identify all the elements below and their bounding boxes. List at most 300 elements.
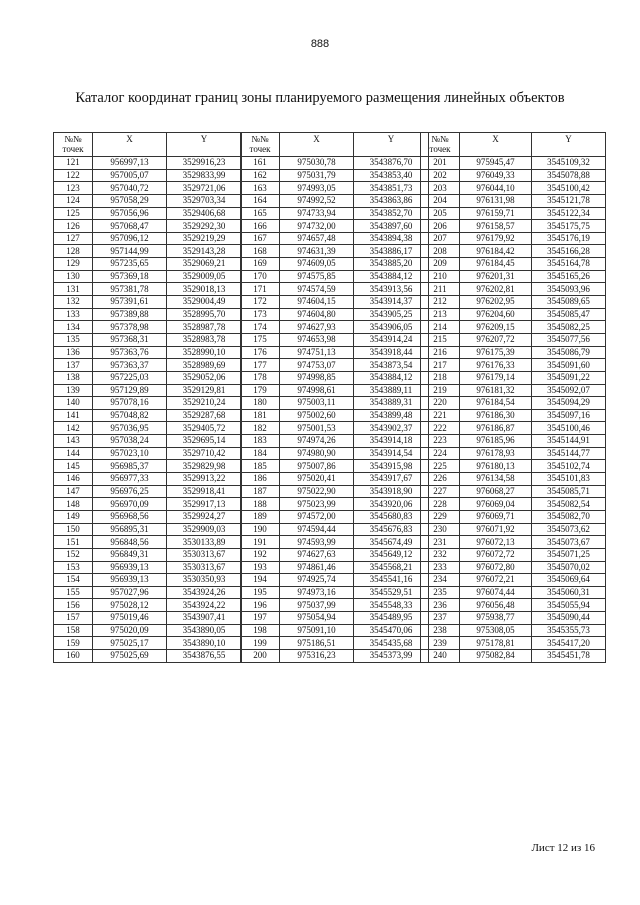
point-number-cell: 171 — [241, 283, 280, 296]
point-number-cell: 194 — [241, 574, 280, 587]
y-cell: 3529406,68 — [167, 207, 242, 220]
point-number-cell: 151 — [54, 536, 93, 549]
x-cell: 974604,15 — [280, 296, 354, 309]
point-number-cell: 227 — [421, 485, 460, 498]
table-row — [241, 409, 429, 422]
x-cell: 957096,12 — [93, 232, 167, 245]
table-row — [421, 637, 606, 650]
x-cell: 974657,48 — [280, 232, 354, 245]
point-number-cell: 209 — [421, 258, 460, 271]
table-row — [54, 473, 242, 486]
y-cell: 3529129,81 — [167, 384, 242, 397]
x-cell: 975025,17 — [93, 637, 167, 650]
x-cell: 956968,56 — [93, 510, 167, 523]
table-row — [421, 536, 606, 549]
page-title: Каталог координат границ зоны планируемого размещения линейных объектов — [75, 90, 565, 106]
table-row — [421, 321, 606, 334]
y-cell: 3529721,06 — [167, 182, 242, 195]
point-number-cell: 234 — [421, 574, 460, 587]
y-cell: 3529909,03 — [167, 523, 242, 536]
y-cell: 3529917,13 — [167, 498, 242, 511]
point-number-cell: 199 — [241, 637, 280, 650]
x-cell: 975023,99 — [280, 498, 354, 511]
y-cell: 3545071,25 — [532, 548, 606, 561]
table-row — [241, 258, 429, 271]
table-row — [54, 649, 242, 662]
table-row — [421, 548, 606, 561]
x-cell: 975938,77 — [460, 612, 532, 625]
y-cell: 3545355,73 — [532, 624, 606, 637]
y-cell: 3545470,06 — [354, 624, 429, 637]
x-cell: 974861,46 — [280, 561, 354, 574]
point-number-cell: 124 — [54, 194, 93, 207]
y-cell: 3543917,67 — [354, 473, 429, 486]
point-number-cell: 181 — [241, 409, 280, 422]
point-number-cell: 184 — [241, 447, 280, 460]
x-cell: 956976,25 — [93, 485, 167, 498]
point-number-cell: 143 — [54, 435, 93, 448]
y-cell: 3529009,05 — [167, 270, 242, 283]
x-cell: 957058,29 — [93, 194, 167, 207]
x-cell: 957078,16 — [93, 397, 167, 410]
x-cell: 957129,89 — [93, 384, 167, 397]
y-cell: 3545541,16 — [354, 574, 429, 587]
table-row — [421, 612, 606, 625]
point-number-cell: 202 — [421, 169, 460, 182]
x-cell: 974594,44 — [280, 523, 354, 536]
point-number-cell: 235 — [421, 586, 460, 599]
y-cell: 3543920,06 — [354, 498, 429, 511]
y-cell: 3545100,46 — [532, 422, 606, 435]
y-cell: 3543913,56 — [354, 283, 429, 296]
x-cell: 976072,13 — [460, 536, 532, 549]
x-cell: 957048,82 — [93, 409, 167, 422]
y-cell: 3545680,83 — [354, 510, 429, 523]
y-cell: 3543924,26 — [167, 586, 242, 599]
point-number-cell: 207 — [421, 232, 460, 245]
header-x: X — [93, 133, 167, 157]
x-cell: 974653,98 — [280, 333, 354, 346]
y-cell: 3543876,70 — [354, 157, 429, 170]
y-cell: 3545060,31 — [532, 586, 606, 599]
y-cell: 3545121,78 — [532, 194, 606, 207]
y-cell: 3543914,24 — [354, 333, 429, 346]
table-row — [241, 536, 429, 549]
x-cell: 976131,98 — [460, 194, 532, 207]
point-number-cell: 176 — [241, 346, 280, 359]
point-number-cell: 230 — [421, 523, 460, 536]
y-cell: 3545055,94 — [532, 599, 606, 612]
point-number-cell: 144 — [54, 447, 93, 460]
y-cell: 3543918,90 — [354, 485, 429, 498]
point-number-cell: 222 — [421, 422, 460, 435]
point-number-cell: 146 — [54, 473, 93, 486]
table-row — [241, 510, 429, 523]
x-cell: 975308,05 — [460, 624, 532, 637]
point-number-cell: 142 — [54, 422, 93, 435]
y-cell: 3545070,02 — [532, 561, 606, 574]
point-number-cell: 231 — [421, 536, 460, 549]
table-row — [54, 435, 242, 448]
point-number-cell: 217 — [421, 359, 460, 372]
x-cell: 976184,42 — [460, 245, 532, 258]
x-cell: 976186,87 — [460, 422, 532, 435]
y-cell: 3529210,24 — [167, 397, 242, 410]
table-row — [421, 599, 606, 612]
table-row — [54, 561, 242, 574]
x-cell: 976202,95 — [460, 296, 532, 309]
y-cell: 3543886,17 — [354, 245, 429, 258]
table-row — [241, 245, 429, 258]
point-number-cell: 153 — [54, 561, 93, 574]
table-row — [241, 157, 429, 170]
x-cell: 975019,46 — [93, 612, 167, 625]
y-cell: 3529703,34 — [167, 194, 242, 207]
table-row — [241, 207, 429, 220]
table-row — [421, 371, 606, 384]
point-number-cell: 154 — [54, 574, 93, 587]
point-number-cell: 122 — [54, 169, 93, 182]
point-number-cell: 193 — [241, 561, 280, 574]
table-row — [54, 308, 242, 321]
x-cell: 956849,31 — [93, 548, 167, 561]
x-cell: 975316,23 — [280, 649, 354, 662]
point-number-cell: 138 — [54, 371, 93, 384]
point-number-cell: 190 — [241, 523, 280, 536]
y-cell: 3545568,21 — [354, 561, 429, 574]
y-cell: 3543899,48 — [354, 409, 429, 422]
point-number-cell: 137 — [54, 359, 93, 372]
header-point-number: №№ точек — [54, 133, 93, 157]
y-cell: 3545082,54 — [532, 498, 606, 511]
table-row — [421, 232, 606, 245]
y-cell: 3545073,62 — [532, 523, 606, 536]
point-number-cell: 224 — [421, 447, 460, 460]
table-row — [421, 409, 606, 422]
y-cell: 3543852,70 — [354, 207, 429, 220]
x-cell: 957368,31 — [93, 333, 167, 346]
point-number-cell: 130 — [54, 270, 93, 283]
point-number-cell: 175 — [241, 333, 280, 346]
table-row — [54, 346, 242, 359]
y-cell: 3530313,67 — [167, 561, 242, 574]
x-cell: 976072,80 — [460, 561, 532, 574]
table-row — [241, 548, 429, 561]
point-number-cell: 183 — [241, 435, 280, 448]
y-cell: 3543902,37 — [354, 422, 429, 435]
table-row — [54, 548, 242, 561]
y-cell: 3545089,65 — [532, 296, 606, 309]
table-row — [421, 296, 606, 309]
point-number-cell: 186 — [241, 473, 280, 486]
x-cell: 975003,11 — [280, 397, 354, 410]
table-row — [241, 359, 429, 372]
x-cell: 976184,45 — [460, 258, 532, 271]
table-row — [421, 523, 606, 536]
point-number-cell: 135 — [54, 333, 93, 346]
x-cell: 974631,39 — [280, 245, 354, 258]
table-row — [421, 258, 606, 271]
x-cell: 975945,47 — [460, 157, 532, 170]
point-number-cell: 212 — [421, 296, 460, 309]
table-row — [421, 346, 606, 359]
x-cell: 976072,72 — [460, 548, 532, 561]
x-cell: 974993,05 — [280, 182, 354, 195]
y-cell: 3545373,99 — [354, 649, 429, 662]
table-row — [241, 460, 429, 473]
y-cell: 3530313,67 — [167, 548, 242, 561]
header-point-number: №№ точек — [241, 133, 280, 157]
table-row — [241, 422, 429, 435]
table-row — [421, 498, 606, 511]
x-cell: 974593,99 — [280, 536, 354, 549]
point-number-cell: 159 — [54, 637, 93, 650]
table-row — [421, 182, 606, 195]
point-number-cell: 132 — [54, 296, 93, 309]
point-number-cell: 139 — [54, 384, 93, 397]
x-cell: 975031,79 — [280, 169, 354, 182]
table-row — [241, 194, 429, 207]
x-cell: 956997,13 — [93, 157, 167, 170]
table-row — [241, 498, 429, 511]
table-row — [421, 270, 606, 283]
y-cell: 3543906,05 — [354, 321, 429, 334]
point-number-cell: 210 — [421, 270, 460, 283]
x-cell: 974753,07 — [280, 359, 354, 372]
point-number-cell: 219 — [421, 384, 460, 397]
table-row — [241, 308, 429, 321]
table-row — [421, 384, 606, 397]
y-cell: 3543918,44 — [354, 346, 429, 359]
point-number-cell: 126 — [54, 220, 93, 233]
y-cell: 3529829,98 — [167, 460, 242, 473]
table-row — [241, 296, 429, 309]
point-number-cell: 204 — [421, 194, 460, 207]
y-cell: 3543884,12 — [354, 270, 429, 283]
point-number-cell: 192 — [241, 548, 280, 561]
table-row — [421, 485, 606, 498]
point-number-cell: 141 — [54, 409, 93, 422]
point-number-cell: 201 — [421, 157, 460, 170]
table-row — [241, 321, 429, 334]
table-row — [241, 574, 429, 587]
x-cell: 976071,92 — [460, 523, 532, 536]
table-row — [241, 283, 429, 296]
table-row — [241, 561, 429, 574]
table-row — [421, 422, 606, 435]
table-row — [54, 637, 242, 650]
coordinates-table-3 — [420, 132, 606, 663]
point-number-cell: 223 — [421, 435, 460, 448]
table-row — [421, 359, 606, 372]
x-cell: 975025,69 — [93, 649, 167, 662]
y-cell: 3529219,29 — [167, 232, 242, 245]
y-cell: 3529405,72 — [167, 422, 242, 435]
x-cell: 976134,58 — [460, 473, 532, 486]
point-number-cell: 221 — [421, 409, 460, 422]
x-cell: 976202,81 — [460, 283, 532, 296]
y-cell: 3545077,56 — [532, 333, 606, 346]
x-cell: 957369,18 — [93, 270, 167, 283]
table-row — [241, 637, 429, 650]
y-cell: 3543907,41 — [167, 612, 242, 625]
x-cell: 976044,10 — [460, 182, 532, 195]
y-cell: 3529004,49 — [167, 296, 242, 309]
point-number-cell: 155 — [54, 586, 93, 599]
point-number-cell: 213 — [421, 308, 460, 321]
point-number-cell: 125 — [54, 207, 93, 220]
x-cell: 957144,99 — [93, 245, 167, 258]
x-cell: 975028,12 — [93, 599, 167, 612]
table-row — [241, 220, 429, 233]
point-number-cell: 121 — [54, 157, 93, 170]
y-cell: 3543889,11 — [354, 384, 429, 397]
x-cell: 974732,00 — [280, 220, 354, 233]
y-cell: 3545102,74 — [532, 460, 606, 473]
header-point-number: №№ точек — [421, 133, 460, 157]
y-cell: 3530350,93 — [167, 574, 242, 587]
x-cell: 974733,94 — [280, 207, 354, 220]
header-y: Y — [354, 133, 429, 157]
y-cell: 3543884,12 — [354, 371, 429, 384]
header-y: Y — [167, 133, 242, 157]
x-cell: 956848,56 — [93, 536, 167, 549]
y-cell: 3545165,26 — [532, 270, 606, 283]
y-cell: 3545164,78 — [532, 258, 606, 271]
y-cell: 3545144,77 — [532, 447, 606, 460]
x-cell: 974574,59 — [280, 283, 354, 296]
point-number-cell: 165 — [241, 207, 280, 220]
point-number-cell: 225 — [421, 460, 460, 473]
x-cell: 975030,78 — [280, 157, 354, 170]
point-number-cell: 127 — [54, 232, 93, 245]
point-number-cell: 167 — [241, 232, 280, 245]
point-number-cell: 182 — [241, 422, 280, 435]
x-cell: 974974,26 — [280, 435, 354, 448]
table-row — [54, 359, 242, 372]
table-row — [54, 157, 242, 170]
table-row — [54, 258, 242, 271]
table-row — [54, 397, 242, 410]
x-cell: 974998,85 — [280, 371, 354, 384]
table-row — [421, 624, 606, 637]
point-number-cell: 195 — [241, 586, 280, 599]
x-cell: 957363,37 — [93, 359, 167, 372]
y-cell: 3529069,21 — [167, 258, 242, 271]
table-row — [54, 447, 242, 460]
point-number-cell: 140 — [54, 397, 93, 410]
y-cell: 3545097,16 — [532, 409, 606, 422]
point-number-cell: 128 — [54, 245, 93, 258]
x-cell: 976159,71 — [460, 207, 532, 220]
point-number-cell: 187 — [241, 485, 280, 498]
x-cell: 956895,31 — [93, 523, 167, 536]
x-cell: 956970,09 — [93, 498, 167, 511]
y-cell: 3529918,41 — [167, 485, 242, 498]
table-row — [421, 194, 606, 207]
x-cell: 976180,13 — [460, 460, 532, 473]
x-cell: 957068,47 — [93, 220, 167, 233]
point-number-cell: 163 — [241, 182, 280, 195]
table-row — [421, 333, 606, 346]
point-number-cell: 150 — [54, 523, 93, 536]
y-cell: 3529143,28 — [167, 245, 242, 258]
y-cell: 3543863,86 — [354, 194, 429, 207]
table-row — [421, 169, 606, 182]
table-row — [421, 473, 606, 486]
x-cell: 976158,57 — [460, 220, 532, 233]
point-number-cell: 226 — [421, 473, 460, 486]
y-cell: 3543885,20 — [354, 258, 429, 271]
point-number-cell: 168 — [241, 245, 280, 258]
y-cell: 3545082,70 — [532, 510, 606, 523]
point-number-cell: 203 — [421, 182, 460, 195]
x-cell: 957235,65 — [93, 258, 167, 271]
x-cell: 976201,31 — [460, 270, 532, 283]
point-number-cell: 147 — [54, 485, 93, 498]
x-cell: 974998,61 — [280, 384, 354, 397]
y-cell: 3543905,25 — [354, 308, 429, 321]
y-cell: 3545085,71 — [532, 485, 606, 498]
y-cell: 3529924,27 — [167, 510, 242, 523]
point-number-cell: 200 — [241, 649, 280, 662]
table-row — [241, 599, 429, 612]
point-number-cell: 152 — [54, 548, 93, 561]
table-row — [241, 435, 429, 448]
table-row — [54, 283, 242, 296]
point-number-cell: 133 — [54, 308, 93, 321]
x-cell: 957023,10 — [93, 447, 167, 460]
point-number-cell: 206 — [421, 220, 460, 233]
point-number-cell: 188 — [241, 498, 280, 511]
point-number-cell: 240 — [421, 649, 460, 662]
x-cell: 976204,60 — [460, 308, 532, 321]
x-cell: 974980,90 — [280, 447, 354, 460]
y-cell: 3545069,64 — [532, 574, 606, 587]
x-cell: 975082,84 — [460, 649, 532, 662]
y-cell: 3543897,60 — [354, 220, 429, 233]
y-cell: 3543914,18 — [354, 435, 429, 448]
x-cell: 975001,53 — [280, 422, 354, 435]
header-x: X — [460, 133, 532, 157]
table-row — [54, 384, 242, 397]
point-number-cell: 179 — [241, 384, 280, 397]
point-number-cell: 236 — [421, 599, 460, 612]
y-cell: 3543914,37 — [354, 296, 429, 309]
y-cell: 3545144,91 — [532, 435, 606, 448]
x-cell: 957056,96 — [93, 207, 167, 220]
point-number-cell: 216 — [421, 346, 460, 359]
table-row — [241, 270, 429, 283]
table-row — [421, 586, 606, 599]
y-cell: 3545090,44 — [532, 612, 606, 625]
table-row — [241, 232, 429, 245]
y-cell: 3545548,33 — [354, 599, 429, 612]
point-number-cell: 229 — [421, 510, 460, 523]
header-y: Y — [532, 133, 606, 157]
y-cell: 3545092,07 — [532, 384, 606, 397]
point-number-cell: 156 — [54, 599, 93, 612]
table-row — [54, 485, 242, 498]
point-number-cell: 214 — [421, 321, 460, 334]
x-cell: 976049,33 — [460, 169, 532, 182]
x-cell: 976178,93 — [460, 447, 532, 460]
x-cell: 974627,63 — [280, 548, 354, 561]
point-number-cell: 198 — [241, 624, 280, 637]
x-cell: 976069,04 — [460, 498, 532, 511]
y-cell: 3545091,22 — [532, 371, 606, 384]
point-number-cell: 160 — [54, 649, 93, 662]
